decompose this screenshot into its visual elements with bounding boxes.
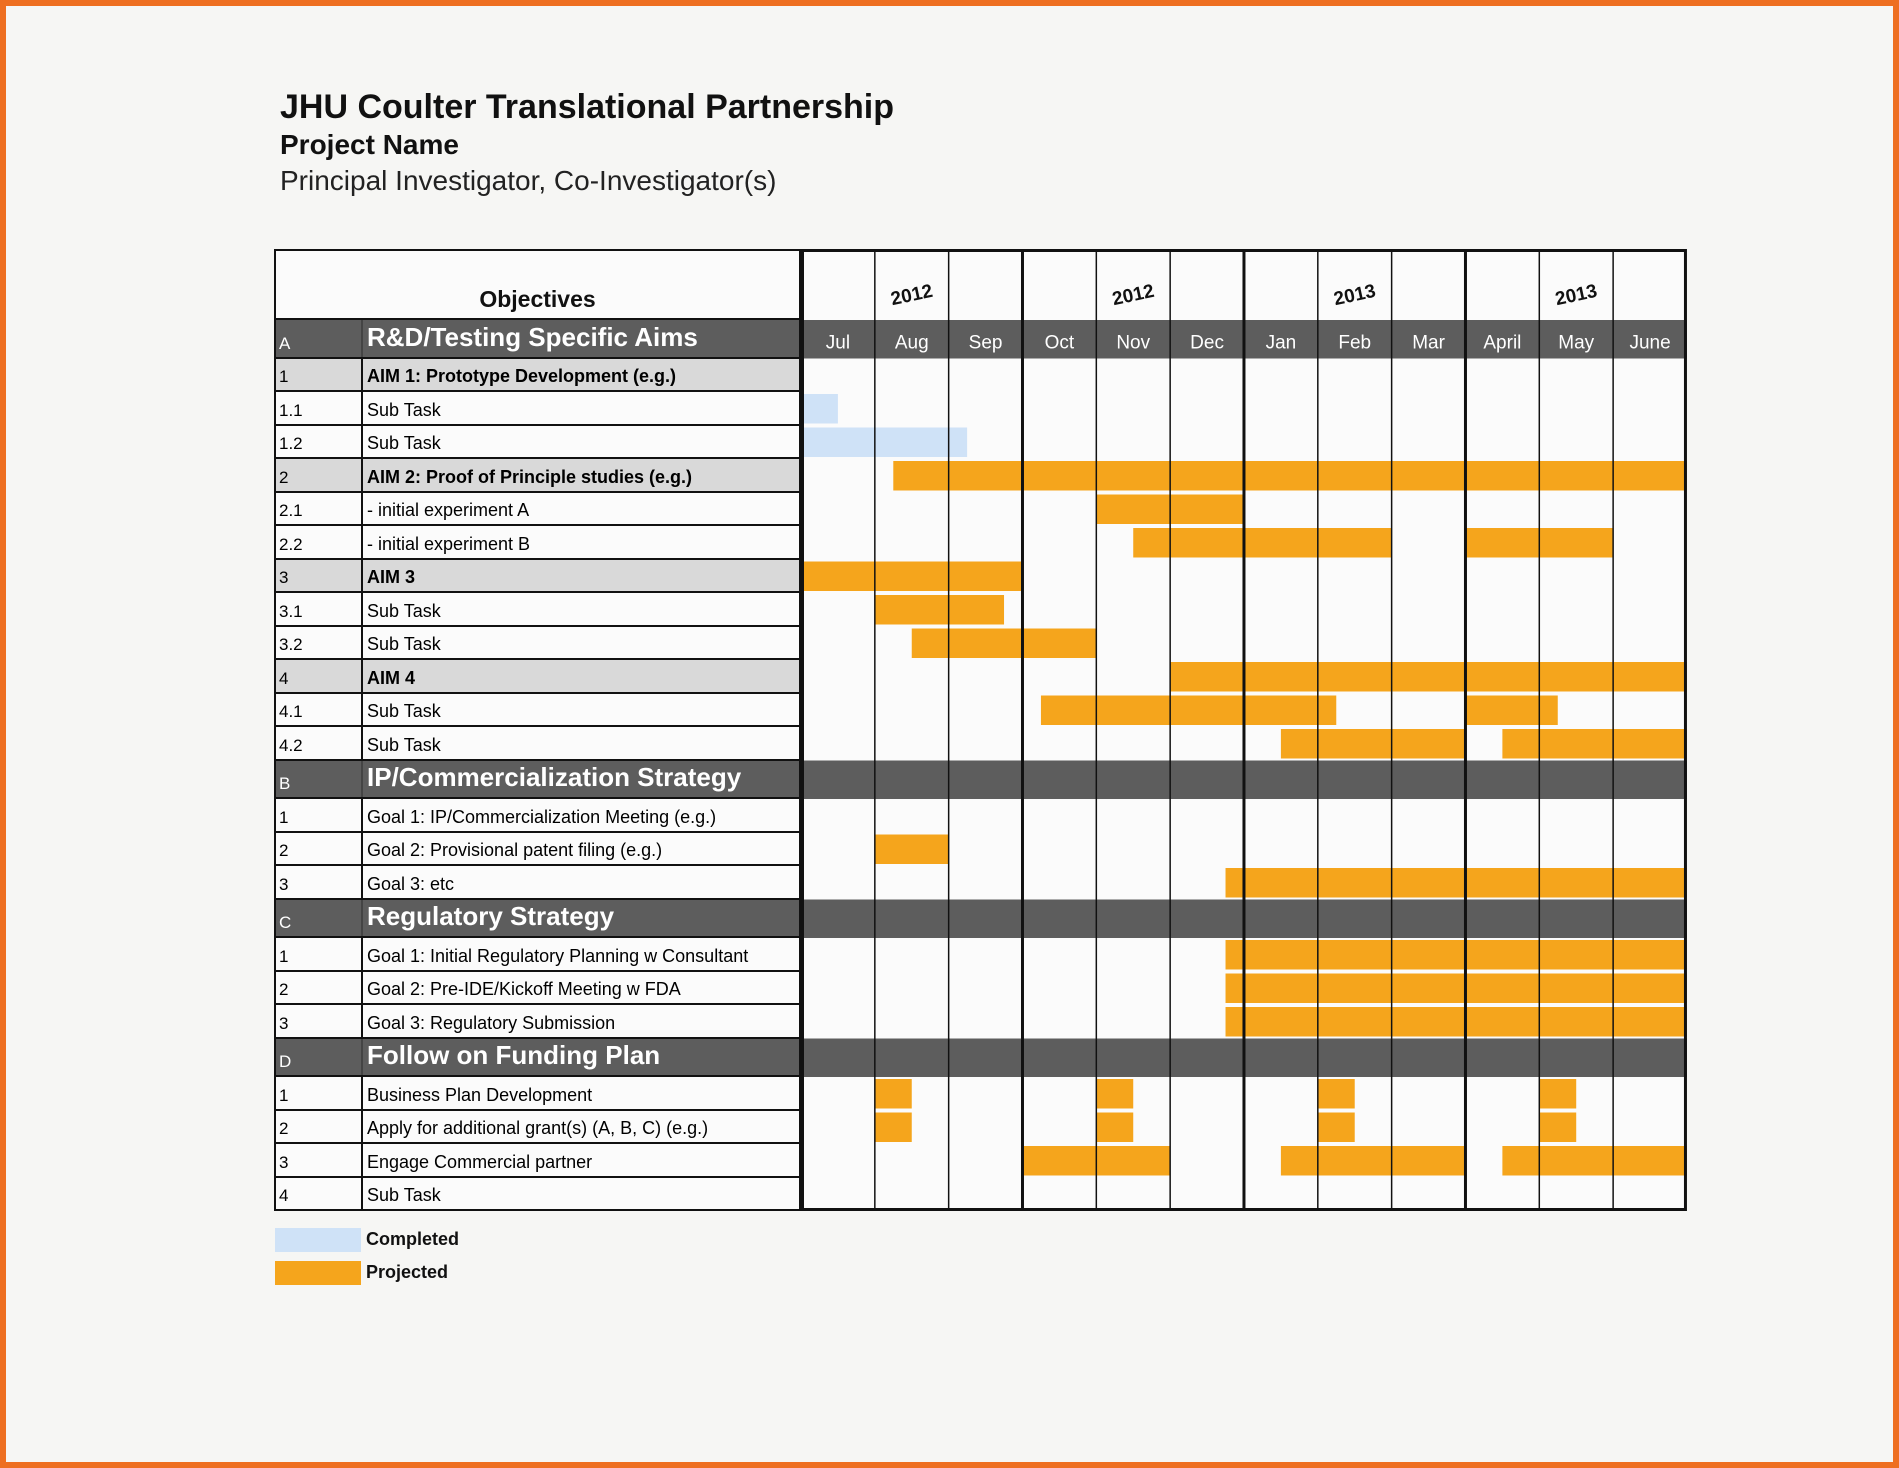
row-number: 2 <box>276 1111 363 1143</box>
objectives-table <box>274 249 801 1214</box>
projected-bar <box>1226 974 1687 1004</box>
row-label: AIM 1: Prototype Development (e.g.) <box>367 366 677 386</box>
projected-bar <box>1226 940 1687 970</box>
gantt-chart <box>274 249 1687 1214</box>
row-label: Sub Task <box>367 399 441 420</box>
row-number: 2.2 <box>276 526 363 558</box>
row-label: - initial experiment B <box>367 533 531 554</box>
month-label: Aug <box>894 332 929 354</box>
section-row <box>274 1039 801 1078</box>
row-number: 4 <box>276 1178 363 1210</box>
row-label: IP/Commercialization Strategy <box>367 762 742 792</box>
projected-bar <box>893 461 1687 491</box>
objectives-header-label: Objectives <box>479 286 596 312</box>
year-label: 2012 <box>1110 280 1157 311</box>
page-title: JHU Coulter Translational Partnership <box>280 88 895 126</box>
section-row <box>274 320 801 359</box>
task-row <box>274 727 801 761</box>
month-label: May <box>1558 332 1595 354</box>
section-row <box>274 761 801 800</box>
year-label: 2012 <box>888 280 935 311</box>
row-number: 2 <box>276 833 363 865</box>
row-number: 1 <box>276 1077 363 1109</box>
section-row <box>274 900 801 939</box>
projected-bar <box>1318 1079 1355 1109</box>
projected-bar <box>1318 1113 1355 1143</box>
row-label: Goal 1: IP/Commercialization Meeting (e.g.) <box>367 806 717 827</box>
task-row <box>274 426 801 460</box>
row-number: 3 <box>276 866 363 898</box>
projected-bar <box>1226 1007 1687 1037</box>
projected-bar <box>1502 1146 1687 1176</box>
timeline-svg <box>801 249 1687 1214</box>
row-number: 1.2 <box>276 426 363 458</box>
projected-bar <box>1226 868 1687 898</box>
row-number: 2.1 <box>276 493 363 525</box>
projected-bar <box>1281 1146 1466 1176</box>
row-number: 1.1 <box>276 392 363 424</box>
projected-bar <box>875 1113 912 1143</box>
projected-legend-swatch <box>275 1261 361 1285</box>
month-label: Feb <box>1338 332 1372 354</box>
projected-bar <box>1465 696 1557 726</box>
month-label: Dec <box>1190 332 1224 354</box>
projected-bar <box>1539 1113 1576 1143</box>
aim-row <box>274 660 801 694</box>
row-number: 2 <box>276 459 363 491</box>
task-row <box>274 1077 801 1111</box>
task-row <box>274 799 801 833</box>
projected-bar <box>1539 1079 1576 1109</box>
row-label: Business Plan Development <box>367 1084 593 1105</box>
year-label: 2013 <box>1553 280 1600 311</box>
task-row <box>274 866 801 900</box>
projected-bar <box>875 1079 912 1109</box>
task-row <box>274 1144 801 1178</box>
aim-row <box>274 459 801 493</box>
projected-bar <box>1096 1113 1133 1143</box>
row-number: 4.1 <box>276 694 363 726</box>
task-row <box>274 493 801 527</box>
task-row <box>274 833 801 867</box>
aim-row <box>274 560 801 594</box>
row-number: 1 <box>276 359 363 391</box>
month-label: Oct <box>1044 332 1075 354</box>
row-label: R&D/Testing Specific Aims <box>367 321 698 352</box>
row-number: 3 <box>276 1005 363 1037</box>
row-number: 3 <box>276 560 363 592</box>
aim-row <box>274 359 801 393</box>
month-label: Jan <box>1265 332 1297 354</box>
row-number: D <box>276 1039 363 1076</box>
row-label: Sub Task <box>367 734 441 755</box>
projected-bar <box>875 835 949 865</box>
row-number: 2 <box>276 972 363 1004</box>
month-label: June <box>1629 332 1671 354</box>
row-label: Goal 3: etc <box>367 873 455 894</box>
row-label: Follow on Funding Plan <box>367 1040 661 1070</box>
task-row <box>274 627 801 661</box>
task-row <box>274 392 801 426</box>
task-row <box>274 1005 801 1039</box>
year-label: 2013 <box>1331 280 1378 311</box>
row-label: Sub Task <box>367 600 441 621</box>
completed-bar <box>801 394 838 424</box>
row-label: Goal 2: Provisional patent filing (e.g.) <box>367 840 663 860</box>
project-name: Project Name <box>280 129 459 160</box>
row-number: C <box>276 900 363 937</box>
projected-bar <box>912 629 1097 659</box>
month-label: Jul <box>825 332 851 354</box>
row-label: AIM 4 <box>367 667 416 688</box>
row-label: AIM 2: Proof of Principle studies (e.g.) <box>367 466 693 487</box>
task-row <box>274 526 801 560</box>
row-label: Sub Task <box>367 634 441 654</box>
completed-legend-label: Completed <box>366 1229 460 1249</box>
row-number: B <box>276 761 363 798</box>
row-number: 1 <box>276 938 363 970</box>
row-label: Regulatory Strategy <box>367 901 615 931</box>
month-label: Mar <box>1412 332 1445 354</box>
row-label: Goal 3: Regulatory Submission <box>367 1012 616 1033</box>
row-label: Goal 1: Initial Regulatory Planning w Consultant <box>367 945 749 966</box>
row-number: 3 <box>276 1144 363 1176</box>
task-row <box>274 1178 801 1212</box>
row-number: 3.1 <box>276 593 363 625</box>
task-row <box>274 694 801 728</box>
row-label: Engage Commercial partner <box>367 1151 593 1172</box>
row-label: Apply for additional grant(s) (A, B, C) (e.g.) <box>367 1118 709 1138</box>
task-row <box>274 972 801 1006</box>
projected-bar <box>1096 1079 1133 1109</box>
projected-bar <box>1041 696 1336 726</box>
investigators: Principal Investigator, Co-Investigator(s) <box>280 165 777 196</box>
projected-bar <box>801 562 1022 592</box>
projected-bar <box>1502 729 1687 759</box>
task-row <box>274 593 801 627</box>
projected-bar <box>875 595 1004 625</box>
row-number: 4.2 <box>276 727 363 759</box>
row-label: Goal 2: Pre-IDE/Kickoff Meeting w FDA <box>367 979 681 999</box>
month-label: Sep <box>968 332 1003 354</box>
row-label: Sub Task <box>367 433 441 453</box>
row-number: 4 <box>276 660 363 692</box>
row-label: - initial experiment A <box>367 500 530 520</box>
completed-legend-swatch <box>275 1228 361 1252</box>
projected-bar <box>1281 729 1466 759</box>
row-label: Sub Task <box>367 1185 441 1205</box>
row-label: AIM 3 <box>367 567 416 587</box>
task-row <box>274 938 801 972</box>
projected-legend-label: Projected <box>366 1262 449 1282</box>
row-number: 1 <box>276 799 363 831</box>
task-row <box>274 1111 801 1145</box>
row-number: 3.2 <box>276 627 363 659</box>
month-label: Nov <box>1116 332 1151 354</box>
timeline-grid <box>801 249 1687 1214</box>
month-label: April <box>1483 332 1522 354</box>
projected-bar <box>1133 528 1391 558</box>
completed-bar <box>801 428 967 458</box>
row-label: Sub Task <box>367 701 441 721</box>
projected-bar <box>1170 662 1687 692</box>
objectives-header <box>274 249 801 320</box>
row-number: A <box>276 320 363 357</box>
